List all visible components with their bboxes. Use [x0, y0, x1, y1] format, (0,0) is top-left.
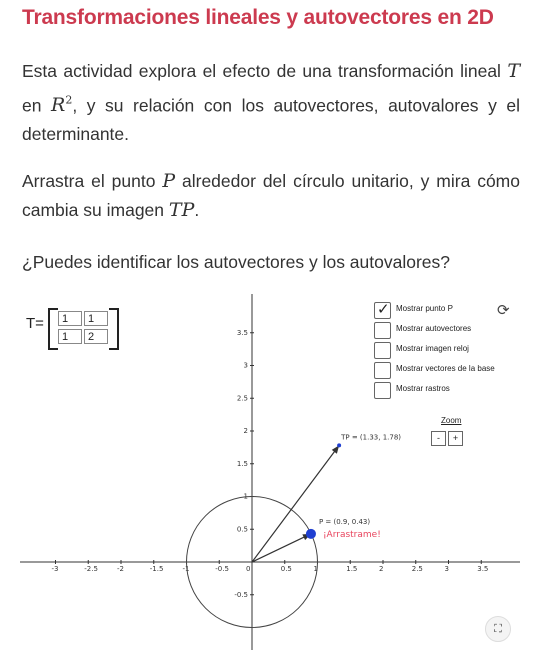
intro-paragraph [22, 57, 520, 149]
point-tp [337, 443, 341, 447]
matrix-entry-a22[interactable]: 2 [84, 329, 108, 344]
checkbox-box[interactable] [374, 362, 391, 379]
intro-text-b: en [22, 95, 51, 116]
checkbox-label: Mostrar autovectores [396, 324, 472, 333]
instruction-text-b: alrededor del círculo unitario, y mira cómo cambia su imagen [22, 171, 520, 220]
check-icon: ✓ [377, 301, 390, 318]
math-P: P [162, 170, 176, 192]
math-R-base: R [51, 94, 66, 117]
y-tick-label: -0.5 [234, 590, 248, 599]
x-tick-label: 1.5 [346, 565, 358, 573]
x-tick-label: -2.5 [84, 565, 98, 573]
checkbox-box[interactable] [374, 302, 391, 319]
y-tick-label: 1.5 [236, 459, 248, 468]
instruction-text-a: Arrastra el punto [22, 171, 163, 191]
x-tick-label: 2 [379, 565, 384, 573]
math-T: T [507, 60, 520, 82]
matrix-left-bracket [48, 308, 58, 350]
checkbox-label: Mostrar rastros [396, 384, 450, 393]
matrix-entry-a21[interactable]: 1 [58, 329, 82, 344]
checkbox-box[interactable] [374, 322, 391, 339]
intro-text-a: Esta actividad explora el efecto de una transformación lineal [22, 61, 508, 81]
zoom-label: Zoom [441, 416, 462, 425]
checkbox-label: Mostrar vectores de la base [396, 364, 495, 373]
zoom-in-button[interactable]: + [448, 431, 463, 446]
x-tick-label: 3.5 [477, 565, 489, 573]
y-tick-group [234, 329, 254, 599]
x-tick-label: -2 [117, 565, 124, 573]
vector-p [252, 534, 311, 562]
y-tick-label: 1 [243, 492, 248, 501]
page-title: Transformaciones lineales y autovectores en 2D [22, 6, 494, 29]
checkbox-label: Mostrar imagen reloj [396, 344, 469, 353]
y-tick-label: 0.5 [236, 525, 248, 534]
question-paragraph: ¿Puedes identificar los autovectores y los autovalores? [22, 252, 451, 272]
instruction-paragraph [22, 167, 520, 225]
x-tick-label: 0 [246, 565, 251, 573]
x-tick-label: -1 [182, 565, 190, 573]
intro-text-c: , y su relación con los autovectores, autovalores y el determinante. [22, 95, 520, 145]
point-tp-label: TP = (1.33, 1.78) [341, 433, 402, 442]
y-tick-label: 2 [243, 427, 248, 435]
matrix-right-bracket [109, 308, 119, 350]
matrix-label: T= [26, 315, 44, 332]
matrix-entry-a11[interactable]: 1 [58, 311, 82, 326]
y-tick-label: 3 [243, 361, 248, 370]
refresh-icon[interactable]: ⟳ [497, 302, 510, 319]
geogebra-applet[interactable] [20, 294, 520, 650]
zoom-out-button[interactable]: - [431, 431, 446, 446]
x-tick-label: 2.5 [411, 565, 423, 573]
drag-hint: ¡Arrastrame! [322, 529, 381, 540]
y-tick-label: 2.5 [236, 394, 248, 403]
vector-tp [252, 445, 339, 562]
checkbox-label: Mostrar punto P [396, 304, 453, 313]
point-p[interactable] [306, 529, 316, 539]
x-tick-label: 3 [444, 565, 449, 573]
fullscreen-icon[interactable]: ⛶ [485, 616, 511, 642]
instruction-text-c: . [194, 200, 200, 220]
y-tick-label: 3.5 [236, 328, 248, 337]
checkbox-box[interactable] [374, 382, 391, 399]
x-tick-label: -1.5 [149, 565, 164, 573]
x-tick-label: -0.5 [215, 565, 229, 573]
x-tick-label: 1 [313, 565, 318, 573]
point-p-label: P = (0.9, 0.43) [318, 517, 371, 526]
x-tick-label: 0.5 [280, 565, 292, 573]
checkbox-box[interactable] [374, 342, 391, 359]
math-R [51, 94, 72, 116]
matrix-entry-a12[interactable]: 1 [84, 311, 108, 326]
math-R-exponent: 2 [65, 94, 73, 107]
x-tick-label: -3 [51, 565, 59, 573]
math-TP: TP [168, 199, 195, 221]
